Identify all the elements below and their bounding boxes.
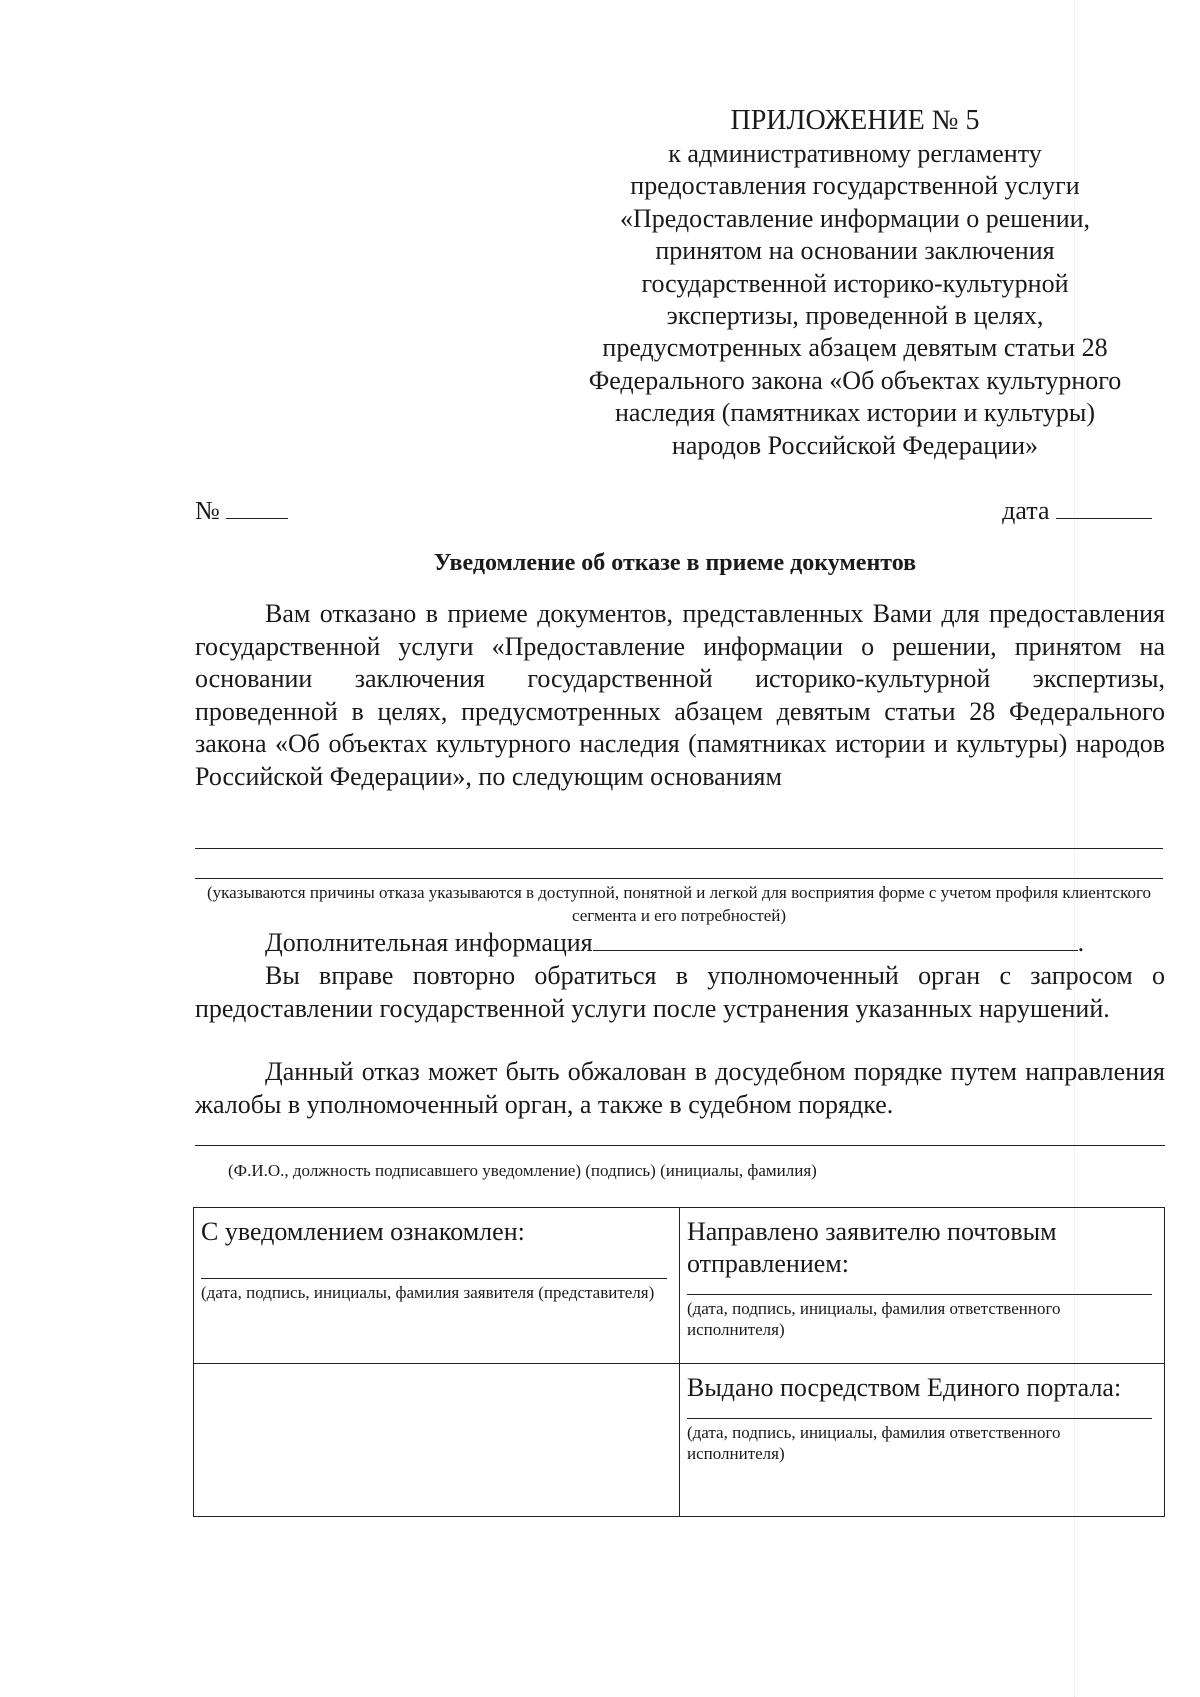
acknowledged-cell [194, 1208, 680, 1364]
table-row [194, 1208, 1165, 1364]
document-title: Уведомление об отказе в приеме документов [433, 550, 917, 576]
date-blank [1056, 496, 1152, 519]
acknowledgement-table [193, 1207, 1165, 1517]
reason-line-1 [195, 848, 1163, 849]
appendix-line: Федерального закона «Об объектах культурного [588, 365, 1122, 395]
signature-line [195, 1145, 1165, 1146]
extra-info-end: . [1077, 928, 1085, 957]
document-number-field [195, 496, 288, 526]
table-row [194, 1363, 1165, 1516]
appendix-line: принятом на основании заключения [655, 236, 1055, 266]
appendix-line: экспертизы, проведенной в целях, [666, 301, 1044, 331]
empty-cell [194, 1363, 680, 1516]
signature-note: (Ф.И.О., должность подписавшего уведомление) (подпись) (инициалы, фамилия) [228, 1161, 817, 1180]
appendix-header [560, 104, 1150, 462]
extra-info-label: Дополнительная информация [265, 928, 593, 957]
acknowledged-note: (дата, подпись, инициалы, фамилия заявителя (представителя) [201, 1283, 655, 1302]
reapply-paragraph: Вы вправе повторно обратиться в уполномоченный орган с запросом о предоставлении государственной услуги после устранения указанных нарушений. [195, 961, 1165, 1023]
portal-title: Выдано посредством Единого портала: [687, 1372, 1122, 1402]
appendix-line: предусмотренных абзацем девятым статьи 28 [602, 333, 1108, 363]
appendix-line: наследия (памятниках истории и культуры) [614, 398, 1096, 428]
mailed-sign-line [687, 1294, 1152, 1295]
appeal-paragraph: Данный отказ может быть обжалован в досудебном порядке путем направления жалобы в уполномоченный орган, а также в судебном порядке. [195, 1057, 1165, 1119]
appendix-line: к административному регламенту [668, 139, 1042, 168]
mailed-note: (дата, подпись, инициалы, фамилия ответственного исполнителя) [687, 1299, 1061, 1339]
portal-cell [680, 1363, 1165, 1516]
extra-info-line [265, 927, 1084, 959]
appendix-line: народов Российской Федерации» [671, 430, 1039, 460]
appendix-line: предоставления государственной услуги [630, 171, 1080, 201]
appendix-title: ПРИЛОЖЕНИЕ № 5 [730, 105, 980, 136]
acknowledged-title: С уведомлением ознакомлен: [201, 1217, 525, 1246]
number-label: № [195, 496, 220, 525]
mailed-title: Направлено заявителю почтовым отправлением: [687, 1217, 1057, 1278]
mailed-cell [680, 1208, 1165, 1364]
portal-sign-line [687, 1418, 1152, 1419]
refusal-paragraph: Вам отказано в приеме документов, представленных Вами для предоставления государственной услуги «Предоставление информации о решении, принятом на основании заключения государственной историко-культурной экспертизы, проведенной в целях, предусмотренных абзацем девятым статьи 28 Федерального закона «Об объектах культурного наследия (памятниках истории и культуры) народов Российской Федерации», по следующим основаниям [195, 599, 1165, 791]
number-blank [226, 496, 288, 519]
portal-note: (дата, подпись, инициалы, фамилия ответственного исполнителя) [687, 1422, 1061, 1463]
date-label: дата [1002, 496, 1050, 525]
reasons-note: (указываются причины отказа указываются в доступной, понятной и легкой для восприятия форме с учетом профиля клиентского сегмента и его потребностей) [206, 883, 1152, 925]
appendix-line: «Предоставление информации о решении, [619, 203, 1091, 233]
document-date-field [1002, 496, 1152, 526]
extra-info-blank [593, 928, 1078, 951]
reason-line-2 [195, 878, 1163, 879]
acknowledged-sign-line [201, 1278, 667, 1279]
appendix-line: государственной историко-культурной [641, 268, 1069, 298]
